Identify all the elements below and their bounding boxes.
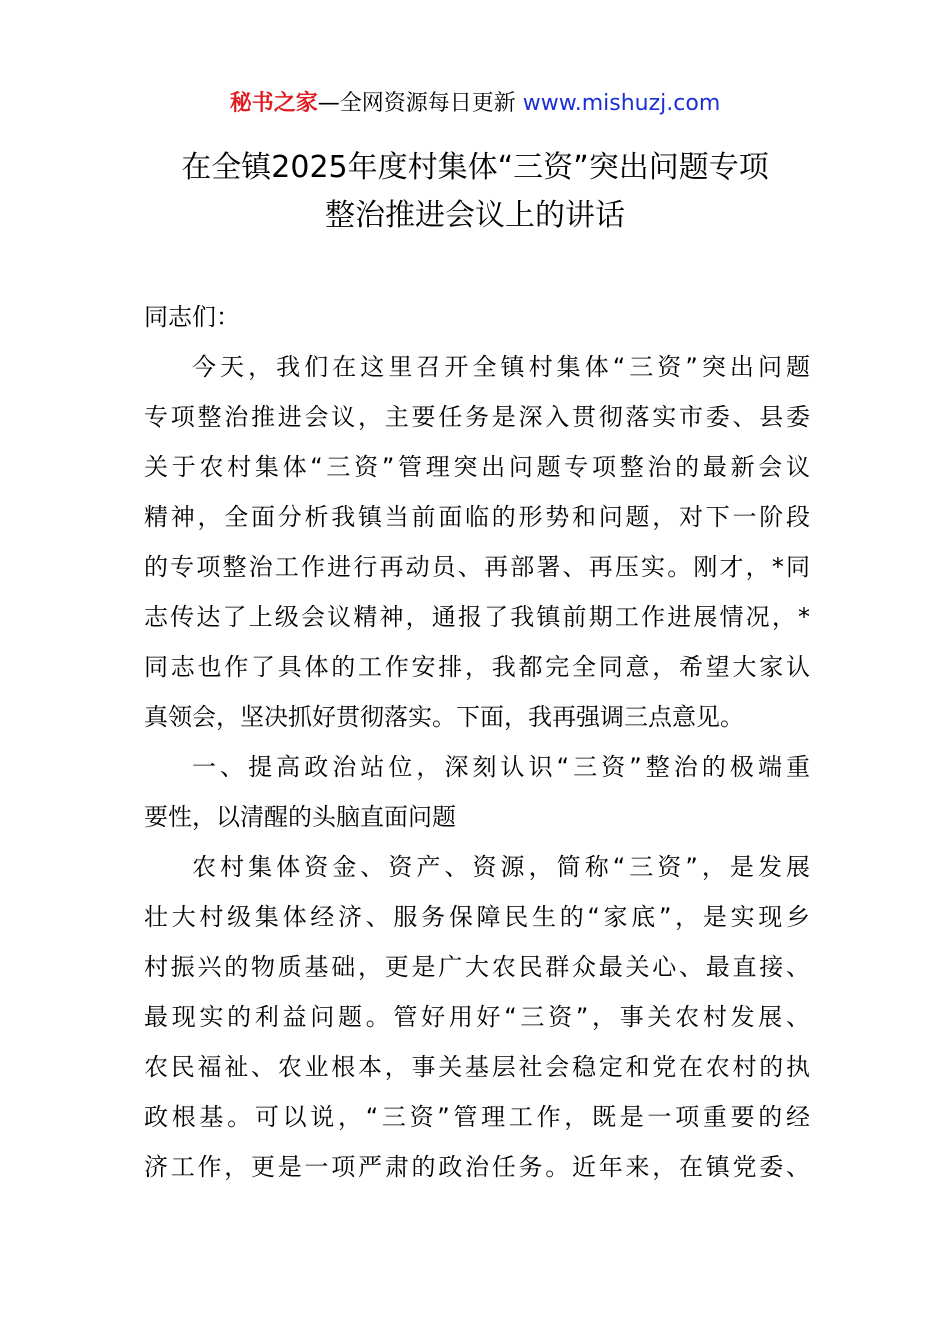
document-body — [144, 292, 810, 1192]
site-header — [0, 88, 950, 120]
paragraph-2-line: 农民福祉、农业根本，事关基层社会稳定和党在农村的执 — [144, 1053, 810, 1081]
paragraph-1-line: 真领会，坚决抓好贯彻落实。下面，我再强调三点意见。 — [144, 703, 744, 731]
paragraph-1-line: 志传达了上级会议精神，通报了我镇前期工作进展情况，* — [144, 603, 810, 631]
paragraph-2-line: 济工作，更是一项严肃的政治任务。近年来，在镇党委、 — [144, 1153, 810, 1181]
site-slogan: —全网资源每日更新 — [317, 91, 516, 116]
paragraph-2-line: 最现实的利益问题。管好用好“三资”，事关农村发展、 — [144, 1003, 810, 1031]
paragraph-1-line: 的专项整治工作进行再动员、再部署、再压实。刚才，*同 — [144, 553, 810, 581]
paragraph-1-line: 精神，全面分析我镇当前面临的形势和问题，对下一阶段 — [144, 503, 810, 531]
section-heading-line: 要性，以清醒的头脑直面问题 — [144, 803, 456, 831]
paragraph-2-line: 村振兴的物质基础，更是广大农民群众最关心、最直接、 — [144, 953, 810, 981]
paragraph-2-line: 农村集体资金、资产、资源，简称“三资”，是发展 — [192, 853, 810, 881]
paragraph-1-line: 专项整治推进会议，主要任务是深入贯彻落实市委、县委 — [144, 403, 810, 431]
paragraph-1-line: 同志也作了具体的工作安排，我都完全同意，希望大家认 — [144, 653, 810, 681]
section-heading-line: 一、提高政治站位，深刻认识“三资”整治的极端重 — [192, 753, 810, 781]
site-url-link[interactable]: www.mishuzj.com — [522, 91, 721, 116]
salutation: 同志们： — [144, 303, 240, 331]
paragraph-2-line: 壮大村级集体经济、服务保障民生的“家底”，是实现乡 — [144, 903, 810, 931]
title-line-2: 整治推进会议上的讲话 — [325, 198, 625, 233]
paragraph-2-line: 政根基。可以说，“三资”管理工作，既是一项重要的经 — [144, 1103, 810, 1131]
brand-name: 秘书之家 — [229, 91, 318, 116]
title-line-1: 在全镇2025年度村集体“三资”突出问题专项 — [181, 150, 769, 185]
document-title — [100, 144, 850, 240]
paragraph-1-line: 今天，我们在这里召开全镇村集体“三资”突出问题 — [192, 353, 810, 381]
paragraph-1-line: 关于农村集体“三资”管理突出问题专项整治的最新会议 — [144, 453, 810, 481]
